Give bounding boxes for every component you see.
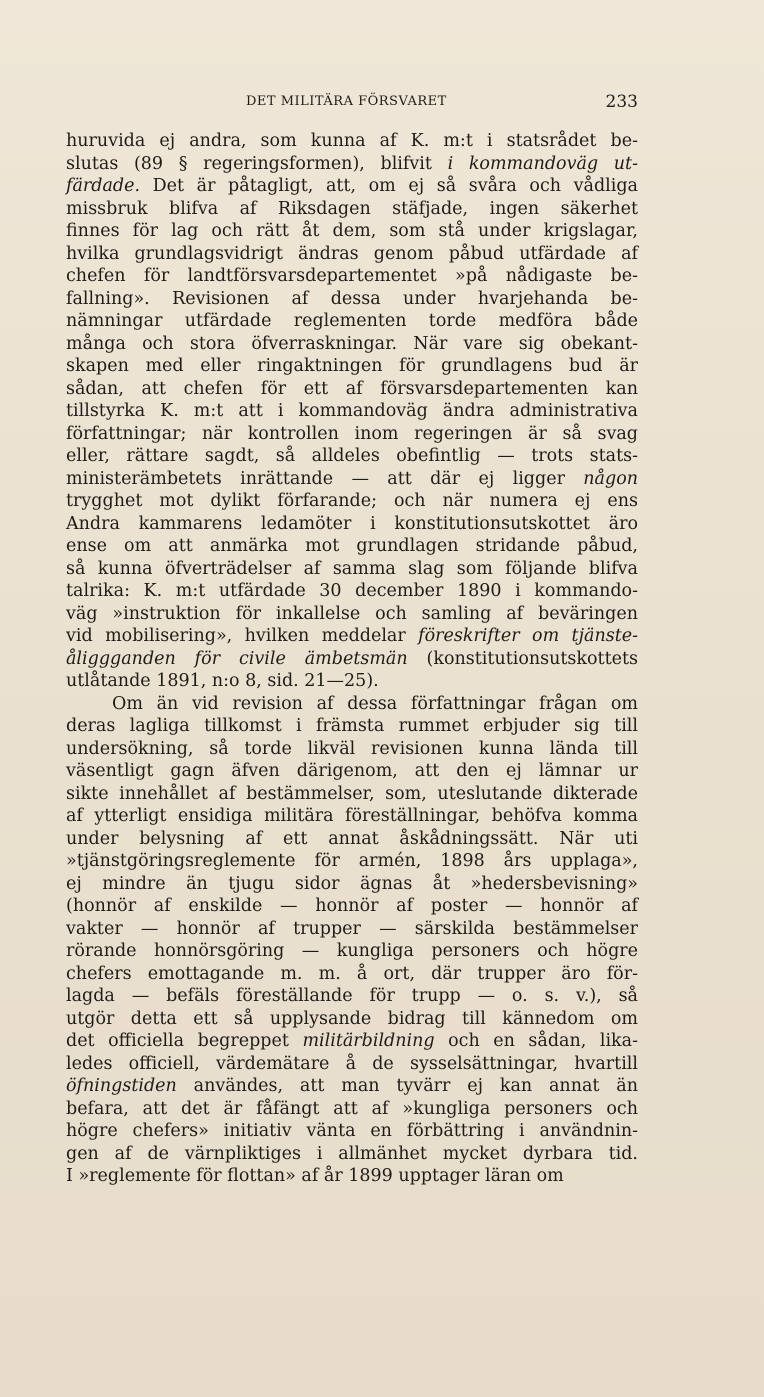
- text-run: sikte innehållet af bestämmelser, som, uteslutande dikterade: [66, 783, 638, 804]
- text-line: [66, 603, 638, 626]
- text-run: användes, att man tyvärr ej kan annat än: [176, 1076, 638, 1096]
- text-run: huruvida ej andra, som kunna af K. m:t i statsrådet be-: [66, 131, 638, 151]
- text-line: [66, 1098, 638, 1121]
- italic-text-run: militärbildning: [302, 1031, 435, 1051]
- text-line: [66, 1143, 638, 1166]
- body-text: [66, 130, 638, 1210]
- text-run: vid mobilisering», hvilken meddelar: [66, 626, 419, 646]
- text-line: [66, 513, 638, 536]
- text-run: finnes för lag och rätt åt dem, som stå under krigslagar,: [66, 221, 638, 241]
- text-line: [66, 1008, 638, 1031]
- text-line: [66, 198, 638, 221]
- text-line: [66, 760, 638, 783]
- text-line: [66, 445, 638, 468]
- text-line: [66, 378, 638, 401]
- text-run: »tjänstgöringsreglemente för armén, 1898 års upplaga»,: [66, 851, 638, 871]
- text-run: (honnör af enskilde — honnör af poster — honnör af: [66, 896, 638, 916]
- text-run: missbruk blifva af Riksdagen stäfjade, ingen säkerhet: [66, 198, 638, 219]
- text-line: [66, 873, 638, 896]
- text-run: och en sådan, lika-: [434, 1031, 639, 1051]
- text-run: många och stora öfverraskningar. När vare sig obekant-: [66, 333, 638, 354]
- text-line: [66, 783, 638, 806]
- italic-text-run: åliggganden för civile ämbetsmän: [66, 648, 408, 669]
- italic-text-run: i kommandoväg ut-: [447, 153, 639, 174]
- italic-text-run: färdade.: [66, 176, 141, 196]
- text-line: [66, 243, 638, 266]
- text-run: skapen med eller ringaktningen för grundlagens bud är: [66, 356, 638, 376]
- text-run: tillstyrka K. m:t att i kommandoväg ändra administrativa: [66, 401, 638, 421]
- text-run: trygghet mot dylikt förfarande; och när numera ej ens: [66, 491, 638, 511]
- text-line: [66, 1030, 638, 1053]
- text-run: chefers emottagande m. m. å ort, där trupper äro för-: [66, 963, 638, 984]
- text-line: [66, 625, 638, 648]
- text-run: I »reglemente för flottan» af år 1899 upptager läran om: [66, 1166, 564, 1186]
- text-line: [66, 175, 638, 198]
- text-line: [66, 715, 638, 738]
- text-run: hvilka grundlagsvidrigt ändras genom påbud utfärdade af: [66, 243, 638, 264]
- text-run: chefen för landtförsvarsdepartementet »på nådigaste be-: [66, 266, 638, 286]
- text-run: väg »instruktion för inkallelse och samling af beväringen: [66, 603, 638, 624]
- text-run: författningar; när kontrollen inom regeringen är så svag: [66, 423, 638, 444]
- text-run: lagda — befäls föreställande för trupp — o. s. v.), så: [66, 986, 638, 1006]
- text-line: [66, 130, 638, 153]
- text-line: [66, 535, 638, 558]
- text-line: [66, 288, 638, 311]
- page-header: [66, 90, 638, 114]
- text-run: högre chefers» initiativ vänta en förbättring i användnin-: [66, 1121, 638, 1141]
- text-run: undersökning, så torde likväl revisionen kunna lända till: [66, 738, 638, 759]
- text-run: nämningar utfärdade reglementen torde medföra både: [66, 311, 638, 331]
- text-run: sådan, att chefen för ett af försvarsdepartementen kan: [66, 378, 638, 399]
- text-line: [66, 1075, 638, 1098]
- text-line: [66, 828, 638, 851]
- text-line: [66, 310, 638, 333]
- text-line: [66, 895, 638, 918]
- text-run: ledes officiell, värdemätare å de sysselsättningar, hvartill: [66, 1053, 638, 1074]
- text-run: talrika: K. m:t utfärdade 30 december 1890 i kommando-: [66, 581, 638, 601]
- text-run: rörande honnörsgöring — kungliga personers och högre: [66, 941, 638, 961]
- text-line: [66, 850, 638, 873]
- text-run: ense om att anmärka mot grundlagen stridande påbud,: [66, 536, 638, 556]
- page-number: 233: [605, 92, 638, 112]
- text-run: Om än vid revision af dessa författningar frågan om: [112, 693, 638, 714]
- italic-text-run: någon: [583, 468, 638, 489]
- text-line: [66, 153, 638, 176]
- text-line: [66, 963, 638, 986]
- text-run: ministerämbetets inrättande — att där ej ligger: [66, 468, 584, 489]
- text-run: gen af de värnpliktiges i allmänhet mycket dyrbara tid.: [66, 1143, 638, 1164]
- text-run: af ytterligt ensidiga militära föreställningar, behöfva komma: [66, 806, 638, 826]
- text-run: slutas (89 § regeringsformen), blifvit: [66, 153, 448, 174]
- running-title: DET MILITÄRA FÖRSVARET: [246, 94, 447, 109]
- text-line: [66, 940, 638, 963]
- text-line: [66, 490, 638, 513]
- text-run: så kunna öfverträdelser af samma slag som följande blifva: [66, 558, 638, 579]
- text-line: [66, 220, 638, 243]
- text-run: vakter — honnör af trupper — särskilda bestämmelser: [66, 918, 638, 939]
- text-line: [66, 1120, 638, 1143]
- text-line: [66, 648, 638, 671]
- text-line: [66, 738, 638, 761]
- text-line: [66, 918, 638, 941]
- text-line: [66, 693, 638, 716]
- text-line: [66, 355, 638, 378]
- text-run: deras lagliga tillkomst i främsta rummet erbjuder sig till: [66, 716, 638, 736]
- text-run: Det är påtagligt, att, om ej så svåra och vådliga: [140, 176, 638, 196]
- italic-text-run: föreskrifter om tjänste-: [418, 626, 639, 646]
- text-line: [66, 468, 638, 491]
- text-run: under belysning af ett annat åskådningssätt. När uti: [66, 828, 638, 849]
- text-run: utgör detta ett så upplysande bidrag till kännedom om: [66, 1008, 638, 1029]
- italic-text-run: öfningstiden: [66, 1076, 177, 1096]
- text-line: [66, 1165, 638, 1188]
- text-run: (konstitutionsutskottets: [407, 648, 638, 669]
- text-line: [66, 580, 638, 603]
- text-line: [66, 265, 638, 288]
- text-run: det officiella begreppet: [66, 1031, 303, 1051]
- text-run: utlåtande 1891, n:o 8, sid. 21—25).: [66, 671, 379, 691]
- text-run: eller, rättare sagdt, så alldeles obefintlig — trots stats-: [66, 446, 638, 466]
- text-line: [66, 400, 638, 423]
- text-line: [66, 670, 638, 693]
- text-line: [66, 1053, 638, 1076]
- text-line: [66, 333, 638, 356]
- text-run: fallning». Revisionen af dessa under hvarjehanda be-: [66, 288, 638, 309]
- text-run: befara, att det är fåfängt att af »kungliga personers och: [66, 1098, 638, 1119]
- text-line: [66, 985, 638, 1008]
- text-line: [66, 423, 638, 446]
- text-line: [66, 805, 638, 828]
- text-line: [66, 558, 638, 581]
- text-run: ej mindre än tjugu sidor ägnas åt »hedersbevisning»: [66, 873, 638, 894]
- text-run: väsentligt gagn äfven därigenom, att den ej lämnar ur: [66, 761, 638, 781]
- text-run: Andra kammarens ledamöter i konstitutionsutskottet äro: [66, 513, 638, 534]
